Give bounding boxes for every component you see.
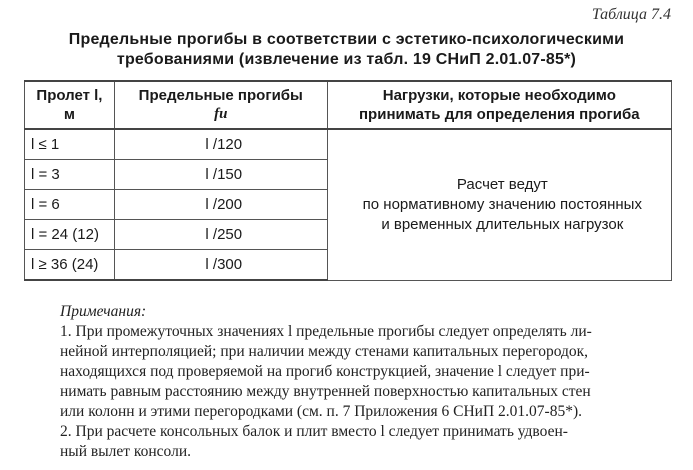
notes-title: Примечания:	[60, 303, 147, 320]
deflection-cell: l /300	[114, 250, 327, 281]
deflection-cell: l /150	[114, 160, 327, 190]
span-cell: l ≤ 1	[25, 129, 115, 160]
span-cell: l = 24 (12)	[25, 220, 115, 250]
note-line: 2. При расчете консольных балок и плит вместо l следует принимать удвоен-	[60, 423, 568, 440]
header-loads	[327, 81, 671, 129]
span-cell: l = 6	[25, 190, 115, 220]
deflection-cell: l /120	[114, 129, 327, 160]
header-loads-line-2: принимать для определения прогиба	[359, 106, 640, 123]
table-number: Таблица 7.4	[591, 6, 671, 23]
deflection-table	[24, 80, 672, 281]
deflection-cell: l /200	[114, 190, 327, 220]
span-cell: l ≥ 36 (24)	[25, 250, 115, 281]
table-header-row	[25, 81, 672, 129]
header-loads-line-1: Нагрузки, которые необходимо	[382, 87, 616, 104]
note-line: 1. При промежуточных значениях l предельные прогибы следует определять ли-	[60, 323, 592, 340]
loads-line-2: по нормативному значению постоянных	[362, 195, 642, 213]
header-deflection-line-1: Предельные прогибы	[138, 87, 303, 104]
loads-line-1: Расчет ведут	[456, 175, 548, 193]
note-line: находящихся под проверяемой на прогиб конструкцией, значение l следует при-	[60, 363, 590, 380]
notes-block	[60, 302, 690, 462]
header-deflection-line-2: fu	[214, 106, 228, 122]
note-line: нейной интерполяцией; при наличии между стенами капитальных перегородок,	[60, 343, 589, 360]
header-span	[25, 81, 115, 129]
span-cell: l = 3	[25, 160, 115, 190]
note-line: ный вылет консоли.	[60, 443, 191, 460]
note-line: или колонн и этими перегородками (см. п. 7 Приложения 6 СНиП 2.01.07-85*).	[60, 403, 582, 420]
caption-line-2: требованиями (извлечение из табл. 19 СНиП 2.01.07-85*)	[116, 51, 577, 68]
caption-line-1: Предельные прогибы в соответствии с эстетико-психологическими	[68, 31, 625, 48]
header-span-line-1: Пролет l,	[36, 87, 103, 104]
note-line: нимать равным расстоянию между внутренней поверхностью капитальных стен	[60, 383, 591, 400]
header-span-line-2: м	[63, 106, 76, 123]
table-caption	[18, 30, 675, 70]
table-row	[25, 129, 672, 160]
deflection-cell: l /250	[114, 220, 327, 250]
header-deflection	[114, 81, 327, 129]
loads-line-3: и временных длительных нагрузок	[381, 215, 624, 233]
loads-cell	[327, 129, 671, 280]
